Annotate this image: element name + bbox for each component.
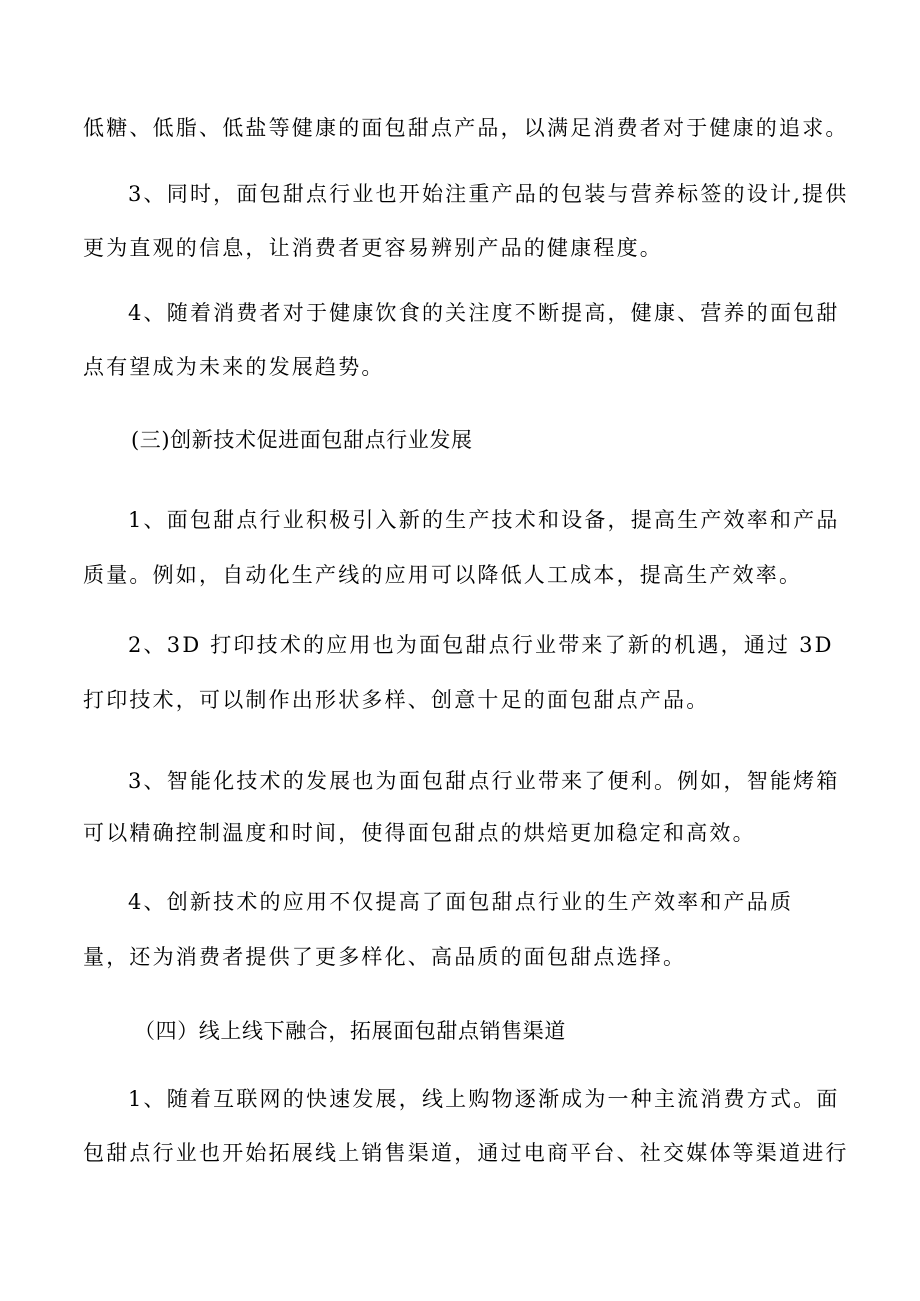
body-text-line: 打印技术，可以制作出形状多样、创意十足的面包甜点产品。 (83, 688, 710, 712)
body-text-line: 点有望成为未来的发展趋势。 (83, 355, 385, 379)
section-heading: （四）线上线下融合，拓展面包甜点销售渠道 (134, 1019, 566, 1043)
body-text-line: 3、智能化技术的发展也为面包甜点行业带来了便利。例如，智能烤箱 (128, 769, 840, 793)
body-text-line: 量，还为消费者提供了更多样化、高品质的面包甜点选择。 (83, 945, 687, 969)
body-text-line: 包甜点行业也开始拓展线上销售渠道，通过电商平台、社交媒体等渠道进行 (83, 1141, 849, 1165)
body-text-line: 2、3D 打印技术的应用也为面包甜点行业带来了新的机遇，通过 3D (128, 633, 834, 657)
body-text-line: 1、随着互联网的快速发展，线上购物逐渐成为一种主流消费方式。面 (128, 1087, 840, 1111)
body-text-line: 1、面包甜点行业积极引入新的生产技术和设备，提高生产效率和产品 (128, 508, 840, 532)
body-text-line: 4、创新技术的应用不仅提高了面包甜点行业的生产效率和产品质 (128, 890, 794, 914)
body-text-line: 质量。例如，自动化生产线的应用可以降低人工成本，提高生产效率。 (83, 563, 803, 587)
body-text-line: 低糖、低脂、低盐等健康的面包甜点产品，以满足消费者对于健康的追求。 (83, 116, 849, 140)
section-heading: (三)创新技术促进面包甜点行业发展 (131, 428, 473, 452)
body-text-line: 3、同时，面包甜点行业也开始注重产品的包装与营养标签的设计,提供 (128, 182, 849, 206)
body-text-line: 更为直观的信息，让消费者更容易辨别产品的健康程度。 (83, 236, 663, 260)
body-text-line: 4、随着消费者对于健康饮食的关注度不断提高，健康、营养的面包甜 (128, 301, 840, 325)
body-text-line: 可以精确控制温度和时间，使得面包甜点的烘焙更加稳定和高效。 (83, 821, 756, 845)
